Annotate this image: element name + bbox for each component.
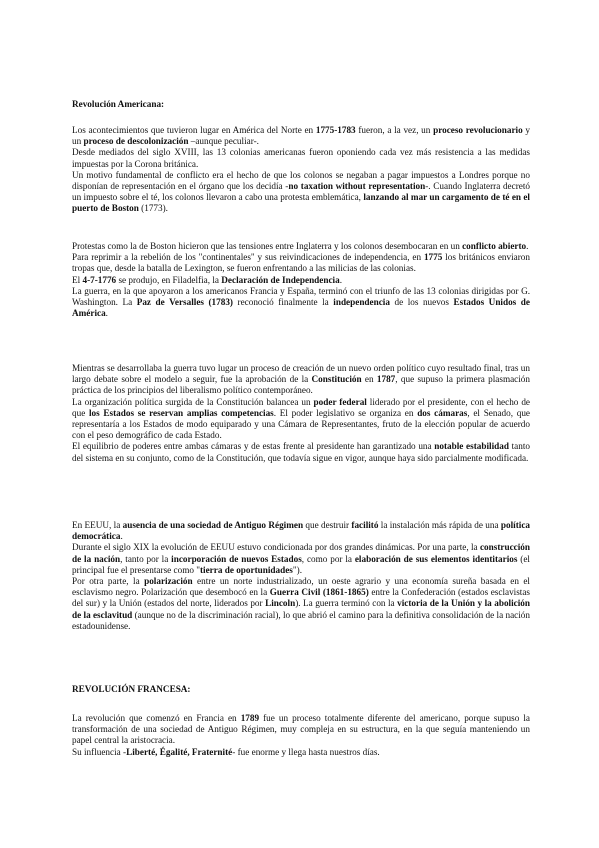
text-run: Protestas como la de Boston hicieron que las tensiones entre Inglaterra y los colonos desembocaran en un (72, 241, 463, 251)
text-run: . (120, 531, 123, 542)
text-run: . (105, 308, 108, 319)
text-run: Para reprimir a la rebelión de los "continentales" y sus reivindicaciones de independencia, en (72, 252, 424, 263)
text-run: reconoció finalmente la (233, 297, 334, 308)
text-run: , que supuso la primera plasmación práctica de los principios del liberalismo político contemporáneo. (72, 374, 530, 396)
paragraph (72, 275, 530, 286)
text-run: El equilibrio de poderes entre ambas cámaras y de estas frente al presidente han garantizado una (72, 441, 435, 452)
text-run: los británicos enviaron tropas que, desde la batalla de Lexington, se fueron enfrentando a las milicias de las colonias. (72, 252, 530, 274)
text-run: y un (72, 125, 531, 147)
paragraph-group-1 (72, 125, 530, 215)
text-run: El (72, 274, 83, 285)
bold-text: ausencia de una sociedad de Antiguo Régimen (122, 520, 304, 530)
bold-text: polarización (144, 576, 193, 587)
text-run: - fue enorme y llega hasta nuestros días. (232, 746, 380, 757)
text-run: Por otra parte, la (72, 576, 145, 587)
text-run: , como por la (301, 553, 355, 564)
text-run: entre la Confederación (estados esclavistas del sur) y la Unión (estados del norte, liderados por (72, 587, 531, 609)
text-run: fue un proceso totalmente diferente del americano, porque supuso la transformación de una sociedad de Antiguo Régimen, muy compleja en su estructura, en la que seguía manteniendo un papel central la aristocracia. (72, 713, 530, 746)
text-run: . (339, 274, 342, 285)
paragraph (72, 363, 530, 397)
text-run: Los acontecimientos que tuvieron lugar en América del Norte en (72, 125, 316, 135)
paragraph-group-3 (72, 363, 530, 464)
heading-french-revolution: REVOLUCIÓN FRANCESA: (72, 684, 191, 694)
text-run: . (526, 241, 529, 251)
heading-american-revolution: Revolución Americana: (72, 99, 165, 109)
bold-text: proceso revolucionario (433, 125, 523, 135)
text-run: Su influencia - (72, 746, 127, 757)
bold-text: Lincoln (265, 598, 296, 609)
paragraph (72, 713, 530, 747)
bold-text: 1789 (240, 713, 260, 723)
bold-text: Estados Unidos de América (72, 297, 530, 319)
bold-text: 4-7-1776 (82, 274, 117, 285)
bold-text: los Estados se reservan amplias competencias (88, 407, 274, 418)
bold-text: dos cámaras (417, 407, 468, 418)
bold-text: independencia (333, 297, 390, 308)
paragraph (72, 747, 530, 758)
paragraph (72, 241, 530, 252)
text-run: que destruir (303, 520, 352, 530)
bold-text: tierra de oportunidades (199, 564, 293, 575)
text-run: La guerra, en la que apoyaron a los americanos Francia y España, terminó con el triunfo de las 13 colonias dirigidas por G. Washington. La (72, 285, 530, 308)
paragraph (72, 125, 530, 147)
paragraph (72, 520, 530, 542)
bold-text: elaboración de sus elementos identitarios (354, 553, 518, 564)
bold-text: construcción de la nación (72, 542, 530, 564)
paragraph-group-2 (72, 241, 530, 319)
bold-text: notable estabilidad (434, 441, 509, 452)
bold-text: Constitución (311, 374, 362, 385)
text-run: liderado por el presidente, con el hecho de que (72, 396, 530, 418)
paragraph (72, 397, 530, 442)
text-run: fueron, a la vez, un (355, 125, 434, 135)
text-run: (1773). (138, 203, 168, 214)
text-run: en (361, 374, 377, 385)
text-run: se produjo, en Filadelfia, la (116, 274, 222, 285)
paragraph-group-5 (72, 713, 530, 758)
text-run: La organización política surgida de la Constitución balancea un (72, 396, 314, 407)
bold-text: Paz de Versalles (1783) (136, 297, 233, 308)
bold-text: incorporación de nuevos Estados (171, 553, 302, 564)
text-run: ). La guerra terminó con la (295, 598, 398, 609)
text-run: (el principal fue el presentarse como " (72, 553, 530, 575)
text-run: "). (292, 564, 302, 575)
text-run: En EEUU, la (72, 520, 123, 530)
text-run: –aunque peculiar-. (188, 136, 259, 147)
bold-text: proceso de descolonización (83, 136, 189, 147)
text-run: de los nuevos (389, 297, 454, 308)
text-run: Un motivo fundamental de conflicto era el hecho de que los colonos se negaban a pagar impuestos a Londres porque no disponían de representación en el órgano que los decidía - (72, 169, 530, 192)
paragraph-group-4 (72, 520, 530, 632)
paragraph (72, 441, 530, 463)
paragraph (72, 542, 530, 576)
text-run: . El poder legislativo se organiza en (273, 407, 418, 418)
bold-text: conflicto abierto (462, 241, 527, 251)
text-run: -. Cuando Inglaterra decretó un impuesto sobre el té, los colonos llevaron a cabo una protesta emblemática, (72, 181, 530, 203)
bold-text: Liberté, Égalité, Fraternité (126, 746, 233, 757)
text-run: La revolución que comenzó en Francia en (72, 713, 241, 723)
bold-text: victoria de la Unión y la abolición de la esclavitud (72, 598, 530, 620)
bold-text: facilitó (351, 520, 379, 530)
text-run: tanto del sistema en su conjunto, como de la Constitución, que todavía sigue en vigor, aunque haya sido parcialmente modificada. (72, 441, 531, 463)
bold-text: lanzando al mar un cargamento de té en el puerto de Boston (72, 192, 530, 214)
text-run: Durante el siglo XIX la evolución de EEUU estuvo condicionada por dos grandes dinámicas. Por una parte, la (72, 542, 480, 553)
text-run: Desde mediados del siglo XVIII, las 13 colonias americanas fueron oponiendo cada vez más resistencia a las medidas impuestas por la Corona británica. (72, 147, 530, 169)
bold-text: política democrática (72, 520, 531, 542)
bold-text: Declaración de Independencia (221, 274, 340, 285)
text-run: , tanto por la (120, 553, 172, 564)
paragraph (72, 286, 530, 320)
text-run: , el Senado, que representaría a los Estados de modo equiparado y una Cámara de Representantes, fruto de la elección popular de acuerdo con el peso demográfico de cada Estado. (72, 407, 531, 441)
paragraph (72, 147, 530, 169)
bold-text: poder federal (313, 396, 367, 407)
bold-text: Guerra Civil (1861-1865) (269, 587, 369, 598)
text-run: Mientras se desarrollaba la guerra tuvo lugar un proceso de creación de un nuevo orden político cuyo resultado final, tras un largo debate sobre el modelo a seguir, fue la aprobación de la (72, 363, 530, 385)
bold-text: 1775-1783 (315, 125, 356, 135)
bold-text: no taxation without representation (288, 181, 426, 192)
text-run: la instalación más rápida de una (378, 520, 501, 530)
paragraph (72, 170, 530, 215)
text-run: (aunque no de la discriminación racial), lo que abrió el camino para la definitiva consolidación de la nación estadounidense. (72, 609, 530, 631)
paragraph (72, 576, 530, 632)
text-run: entre un norte industrializado, un oeste agrario y una economía sureña basada en el esclavismo negro. Polarización que desembocó en la (72, 576, 530, 598)
bold-text: 1787 (376, 374, 396, 385)
bold-text: 1775 (423, 252, 443, 263)
paragraph (72, 252, 530, 274)
